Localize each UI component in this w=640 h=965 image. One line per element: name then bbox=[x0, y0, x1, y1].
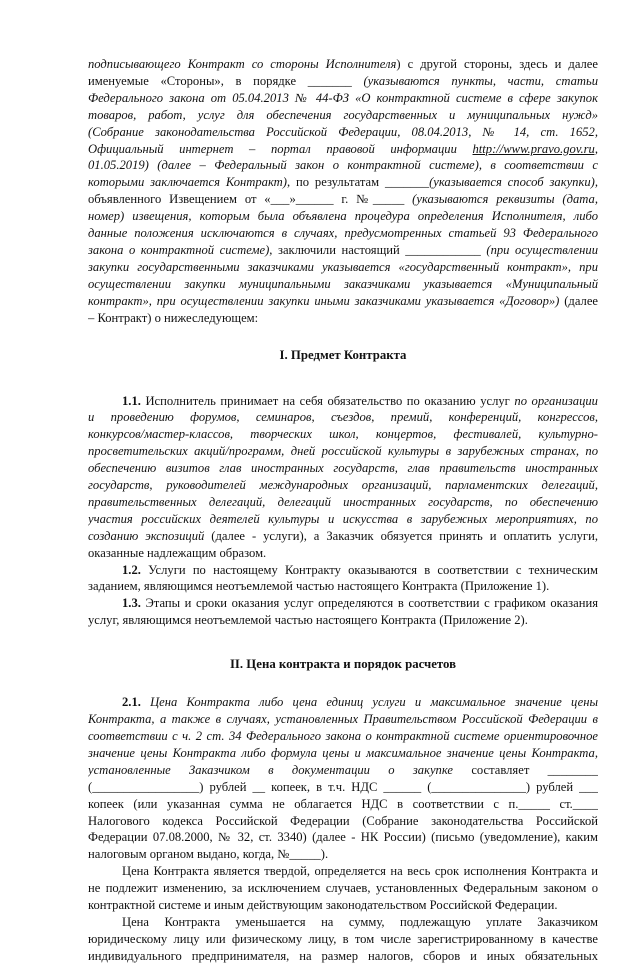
clause-text: услуг, являющимся неотъемлемой частью настоящего Контракта (Приложение 2). bbox=[88, 613, 528, 628]
clause-text: конкурсов/мастер-классов, творческих школ, концертов, фестивалей, культурно- bbox=[88, 427, 598, 442]
clause-1-3 bbox=[88, 595, 598, 629]
clause-text: установленные Заказчиком в документации о закупке bbox=[88, 762, 454, 777]
intro-text: , заключили настоящий ____________ bbox=[269, 242, 481, 257]
intro-text: (Собрание законодательства Российской Федерации, 08.04.2013, № 14, ст. 1652, bbox=[88, 124, 598, 139]
clause-text: государств, руководителей международных организаций, парламентских делегаций, bbox=[88, 478, 598, 493]
intro-text: товаров, работ, услуг для обеспечения государственных и муниципальных нужд» bbox=[88, 107, 598, 122]
clause-text: (_________________) рублей __ копеек, в т.ч. НДС ______ (_______________) рублей ___ bbox=[88, 779, 598, 794]
intro-text: Официальный интернет – портал правовой информации bbox=[88, 141, 457, 156]
intro-text: (указывается способ закупки), bbox=[429, 175, 598, 190]
intro-text: номер) извещения, которым была объявлена процедура определения Исполнителя, либо bbox=[88, 209, 598, 224]
clause-text: налоговым органом выдано, когда, №_____). bbox=[88, 847, 329, 862]
clause-text: значение цены Контракта либо формула цены и максимальное значение цены Контракта, bbox=[88, 745, 598, 760]
intro-text: , по результатам _______ bbox=[286, 175, 430, 190]
clause-text: соответствии с ч. 2 ст. 34 Федерального закона о контрактной системе ориентировочное bbox=[88, 729, 598, 743]
intro-text: (при осуществлении bbox=[486, 242, 598, 257]
clause-text: (далее - услуги), а Заказчик обязуется принять и оплатить услуги, bbox=[204, 528, 598, 543]
clause-text: юридическому лицу или физическому лицу, в том числе зарегистрированному в качестве bbox=[88, 931, 598, 946]
clause-text: Налогового кодекса Российской Федерации (Собрание законодательства Российской bbox=[88, 813, 598, 828]
section-2-heading: II. Цена контракта и порядок расчетов bbox=[229, 657, 457, 672]
clause-text: Услуги по настоящему Контракту оказываются в соответствии с техническим bbox=[140, 562, 598, 577]
intro-text: ) с другой стороны, здесь и далее bbox=[396, 57, 598, 71]
clause-text: копеек (или указанная сумма не облагается НДС в соответствии с п._____ ст.____ bbox=[88, 796, 598, 811]
clause-text: заданием, являющимся неотъемлемой частью настоящего Контракта (Приложение 1). bbox=[88, 579, 550, 594]
intro-text: закона о контрактной системе) bbox=[88, 242, 270, 257]
intro-text: подписывающего Контракт со стороны Исполнителя bbox=[88, 57, 397, 71]
intro-text: 01.05.2019) (далее – Федеральный закон о контрактной системе), в соответствии с bbox=[88, 158, 598, 173]
clause-text: Контракта, а также в случаях, установленных Правительством Российской Федерации в bbox=[88, 712, 598, 727]
clause-2-1 bbox=[88, 694, 598, 863]
intro-text: Федерального закона от 05.04.2013 № 44-ФЗ «О контрактной системе в сфере закупок bbox=[88, 90, 598, 105]
intro-text: контракт», при осуществлении закупки иными заказчиками указывается «Договор») bbox=[88, 293, 560, 308]
clause-text: оказанные надлежащим образом. bbox=[88, 545, 267, 560]
intro-paragraph bbox=[88, 56, 598, 327]
intro-text: – Контракт) о нижеследующем: bbox=[88, 310, 259, 325]
intro-text: (указываются пункты, части, статьи bbox=[363, 73, 598, 88]
clause-text: Этапы и сроки оказания услуг определяются в соответствии с графиком оказания bbox=[140, 596, 598, 611]
clause-text: индивидуального предпринимателя, на размер налогов, сборов и иных обязательных bbox=[88, 948, 598, 963]
clause-text: правительственных делегаций, делегаций иностранных государств, по обеспечению bbox=[88, 494, 598, 509]
clause-text: участия российских деятелей культуры и искусства в зарубежных мероприятиях, по bbox=[88, 511, 598, 526]
clause-text: Цена Контракта либо цена единиц услуги и максимальное значение цены bbox=[140, 695, 598, 710]
clause-text: Цена Контракта является твердой, определяется на весь срок исполнения Контракта и bbox=[122, 864, 598, 879]
section-1-heading: I. Предмет Контракта bbox=[279, 347, 407, 362]
intro-text: которыми заключается Контракт) bbox=[88, 175, 287, 190]
pravo-link[interactable]: http://www.pravo.gov.ru, bbox=[472, 141, 598, 156]
clause-1-1 bbox=[88, 393, 598, 562]
clause-text: контрактной системе и иным действующим законодательством Российской Федерации. bbox=[88, 898, 558, 913]
intro-text: закупки государственными заказчиками указывается «государственный контракт», при bbox=[88, 259, 598, 274]
clause-text: обеспечению визитов глав иностранных государств, глав правительств иностранных bbox=[88, 461, 598, 476]
intro-text: объявленного Извещением от «___»______ г. №_____ bbox=[88, 192, 405, 207]
clause-text: Цена Контракта уменьшается на сумму, подлежащую уплате Заказчиком bbox=[122, 914, 598, 929]
clause-text: просветительских акций/программ, дней российской культуры в зарубежных странах, по bbox=[88, 444, 598, 459]
intro-text: данные положения исключаются в случаях, предусмотренных статьей 93 Федерального bbox=[88, 226, 598, 241]
clause-number: 1.3. bbox=[122, 596, 141, 611]
intro-text: именуемые «Стороны», в порядке _______ bbox=[88, 73, 352, 88]
clause-text: Федерации 07.08.2000, № 32, ст. 3340) (далее - НК России) (письмо (уведомление), каким bbox=[88, 830, 598, 845]
clause-text: не подлежит изменению, за исключением случаев, установленных Федеральным законом о bbox=[88, 881, 598, 896]
fixed-price-paragraph bbox=[88, 863, 598, 914]
clause-text: Исполнитель принимает на себя обязательство по оказанию услуг bbox=[140, 393, 515, 408]
clause-number: 1.2. bbox=[122, 562, 141, 577]
clause-text: и проведению форумов, семинаров, съездов, премий, конференций, конгрессов, bbox=[88, 410, 598, 425]
clause-number: 2.1. bbox=[122, 695, 141, 710]
clause-1-2 bbox=[88, 562, 598, 596]
intro-text: (указываются реквизиты (дата, bbox=[412, 192, 598, 207]
intro-text: осуществлении закупки муниципальными заказчиками указывается «Муниципальный bbox=[88, 276, 598, 291]
price-reduction-paragraph bbox=[88, 914, 598, 965]
intro-text: (далее bbox=[559, 293, 598, 308]
clause-text: составляет ________ bbox=[453, 762, 598, 777]
clause-number: 1.1. bbox=[122, 393, 141, 408]
clause-text: созданию экспозиций bbox=[88, 528, 205, 543]
clause-text: по организации bbox=[514, 393, 598, 408]
